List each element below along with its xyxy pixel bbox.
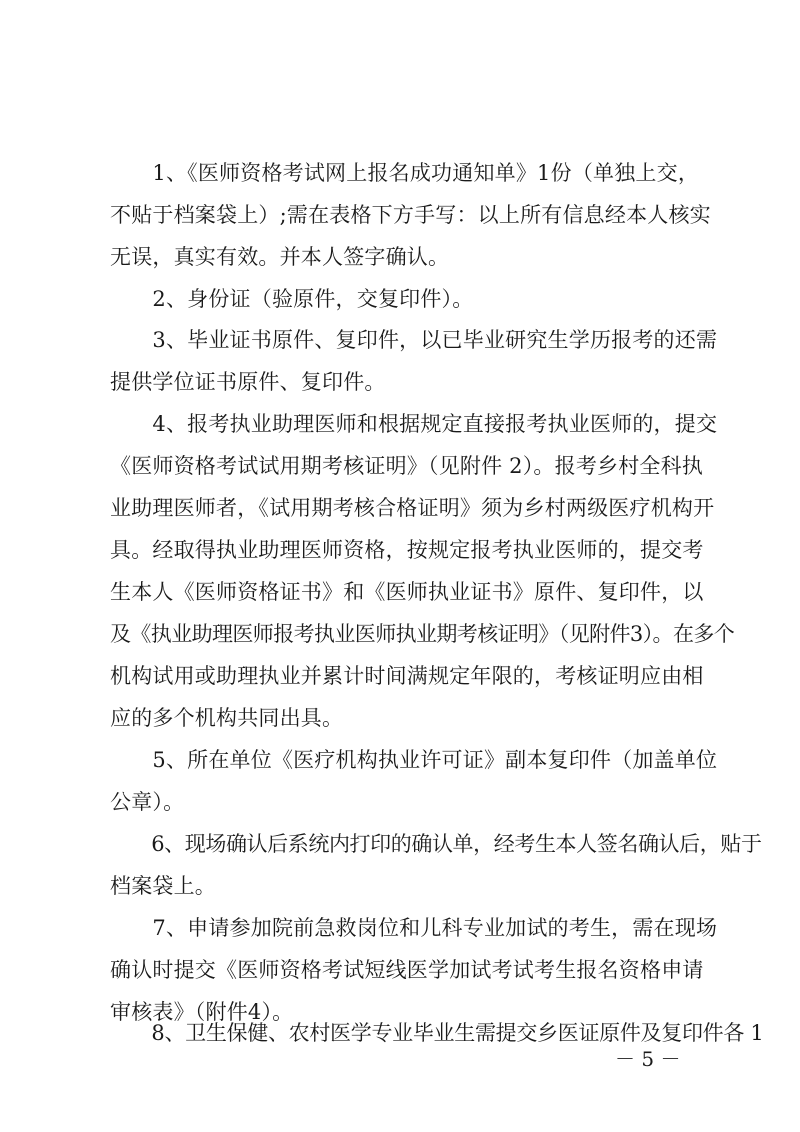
text-line: 无误，真实有效。并本人签字确认。 bbox=[110, 245, 450, 269]
text-line: 《医师资格考试试用期考核证明》（见附件 2）。报考乡村全科执 bbox=[110, 454, 704, 478]
text-line: 应的多个机构共同出具。 bbox=[110, 706, 344, 730]
text-line: 审核表》（附件4）。 bbox=[110, 1000, 294, 1024]
text-line: 提供学位证书原件、复印件。 bbox=[110, 370, 386, 394]
text-line: 业助理医师者，《试用期考核合格证明》须为乡村两级医疗机构开 bbox=[110, 496, 715, 520]
text-line: 1、《医师资格考试网上报名成功通知单》1份（单独上交， bbox=[110, 161, 700, 185]
text-line: 3、毕业证书原件、复印件，以已毕业研究生学历报考的还需 bbox=[110, 328, 718, 352]
text-line: 不贴于档案袋上）;需在表格下方手写：以上所有信息经本人核实 bbox=[110, 203, 711, 227]
text-line: 公章）。 bbox=[110, 790, 185, 814]
text-line: 生本人《医师资格证书》和《医师执业证书》原件、复印件，以 bbox=[110, 580, 704, 604]
text-line: 7、申请参加院前急救岗位和儿科专业加试的考生，需在现场 bbox=[110, 916, 718, 940]
page-number: － 5 － bbox=[615, 1047, 681, 1071]
text-line: 5、所在单位《医疗机构执业许可证》副本复印件（加盖单位 bbox=[110, 748, 718, 772]
text-line: 6、现场确认后系统内打印的确认单，经考生本人签名确认后，贴于 bbox=[110, 832, 762, 856]
text-line: 具。经取得执业助理医师资格，按规定报考执业医师的，提交考 bbox=[110, 538, 704, 562]
text-line: 确认时提交《医师资格考试短线医学加试考试考生报名资格申请 bbox=[110, 958, 704, 982]
text-line: 4、报考执业助理医师和根据规定直接报考执业医师的，提交 bbox=[110, 412, 718, 436]
text-line: 2、身份证（验原件，交复印件）。 bbox=[110, 287, 474, 311]
text-line: 及《执业助理医师报考执业医师执业期考核证明》（见附件3）。在多个 bbox=[110, 622, 735, 646]
text-line: 机构试用或助理执业并累计时间满规定年限的，考核证明应由相 bbox=[110, 664, 704, 688]
text-line: 档案袋上。 bbox=[110, 874, 216, 898]
text-line: 8、卫生保健、农村医学专业毕业生需提交乡医证原件及复印件各 1 bbox=[110, 1021, 764, 1045]
